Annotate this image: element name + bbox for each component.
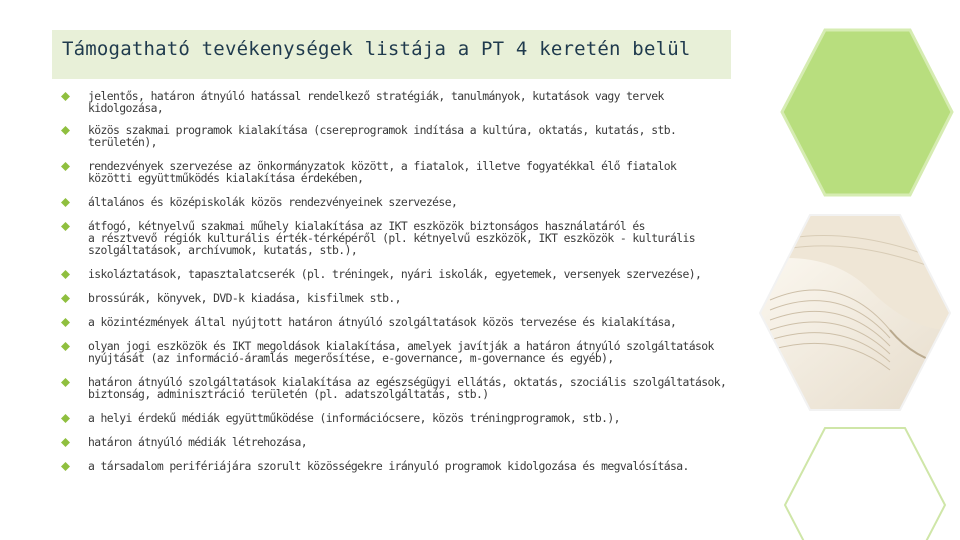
diamond-bullet-icon	[61, 162, 70, 171]
photo-hexagon-open-book	[760, 215, 950, 410]
list-item	[60, 220, 730, 256]
list-item	[60, 376, 730, 400]
list-item-line: határon átnyúló médiák létrehozása,	[88, 435, 308, 449]
list-item-line: átfogó, kétnyelvű szakmai műhely kialakítása az IKT eszközök biztonságos használatáról és	[88, 219, 645, 233]
diamond-bullet-icon	[61, 414, 70, 423]
list-item-line: brossúrák, könyvek, DVD-k kiadása, kisfilmek stb.,	[88, 291, 401, 305]
list-item-line: a résztvevő régiók kulturális érték-térképéről (pl. kétnyelvű eszközök, IKT eszközök - kulturális	[88, 231, 696, 245]
diamond-bullet-icon	[61, 438, 70, 447]
list-item-line: jelentős, határon átnyúló hatással rendelkező stratégiák, tanulmányok, kutatások vagy tervek	[88, 89, 664, 103]
activity-list	[60, 90, 730, 484]
list-item-line: olyan jogi eszközök és IKT megoldások kialakítása, amelyek javítják a határon átnyúló szolgáltatások	[88, 339, 714, 353]
list-item	[60, 292, 730, 304]
list-item-line: a társadalom perifériájára szorult közösségekre irányuló programok kidolgozása és megvalósítása.	[88, 459, 689, 473]
list-item	[60, 124, 730, 148]
diamond-bullet-icon	[61, 318, 70, 327]
diamond-bullet-icon	[61, 462, 70, 471]
list-item-line: rendezvények szervezése az önkormányzatok között, a fiatalok, illetve fogyatékkal élő fiatalok	[88, 159, 677, 173]
list-item-line: általános és középiskolák közös rendezvényeinek szervezése,	[88, 195, 458, 209]
list-item-line: nyújtását (az információ-áramlás megerősítése, e-governance, m-governance és egyéb),	[88, 351, 614, 365]
diamond-bullet-icon	[61, 378, 70, 387]
list-item	[60, 460, 730, 472]
list-item-line: iskoláztatások, tapasztalatcserék (pl. tréningek, nyári iskolák, egyetemek, versenyek szervezése),	[88, 267, 702, 281]
diamond-bullet-icon	[61, 126, 70, 135]
title-bar	[52, 30, 731, 79]
decorative-hexagons	[740, 0, 960, 540]
diamond-bullet-icon	[61, 294, 70, 303]
list-item-line: határon átnyúló szolgáltatások kialakítása az egészségügyi ellátás, oktatás, szociális szolgáltatások,	[88, 375, 727, 389]
list-item	[60, 316, 730, 328]
list-item-line: közötti együttműködés kialakítása érdekében,	[88, 171, 364, 185]
diamond-bullet-icon	[61, 92, 70, 101]
outline-hexagon	[785, 428, 945, 540]
list-item	[60, 268, 730, 280]
list-item	[60, 160, 730, 184]
list-item-line: kidolgozása,	[88, 101, 164, 115]
page-title: Támogatható tevékenységek listája a PT 4 keretén belül	[62, 38, 691, 60]
green-hexagon	[782, 30, 952, 195]
list-item-line: közös szakmai programok kialakítása (csereprogramok indítása a kultúra, oktatás, kutatás, stb.	[88, 123, 677, 137]
diamond-bullet-icon	[61, 198, 70, 207]
list-item-line: szolgáltatások, archívumok, kutatás, stb.),	[88, 243, 358, 257]
list-item-line: a helyi érdekű médiák együttműködése (információcsere, közös tréningprogramok, stb.),	[88, 411, 620, 425]
list-item	[60, 340, 730, 364]
list-item	[60, 436, 730, 448]
list-item	[60, 196, 730, 208]
list-item	[60, 412, 730, 424]
diamond-bullet-icon	[61, 342, 70, 351]
list-item-line: a közintézmények által nyújtott határon átnyúló szolgáltatások közös tervezése és kialakítása,	[88, 315, 677, 329]
list-item-line: területén),	[88, 135, 157, 149]
diamond-bullet-icon	[61, 270, 70, 279]
diamond-bullet-icon	[61, 222, 70, 231]
list-item	[60, 90, 730, 114]
list-item-line: biztonság, adminisztráció területén (pl. adatszolgáltatás, stb.)	[88, 387, 489, 401]
